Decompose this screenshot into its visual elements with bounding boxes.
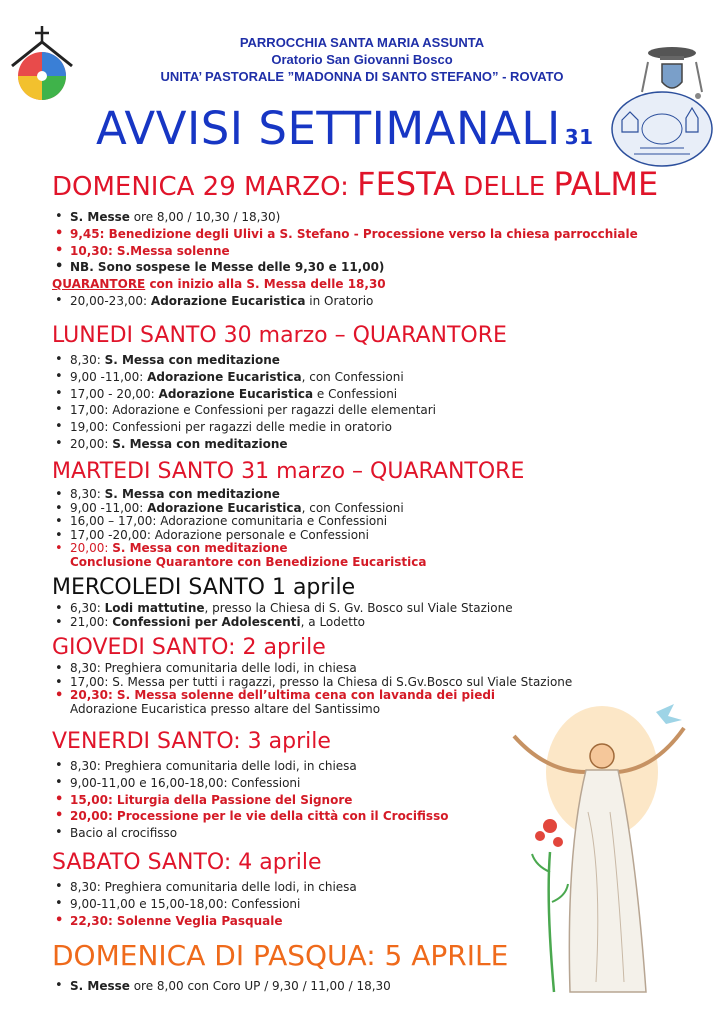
list-item: • S. Messe ore 8,00 con Coro UP / 9,30 / 11,00 / 18,30 xyxy=(52,978,612,995)
section-palm-sunday xyxy=(52,165,659,310)
title-part: FESTA xyxy=(357,165,456,203)
list-item: • 17,00: S. Messa per tutti i ragazzi, presso la Chiesa di S.Gv.Bosco sul Viale Stazione xyxy=(52,676,612,690)
list-item: • S. Messe ore 8,00 / 10,30 / 18,30) xyxy=(52,209,612,226)
list-item: • 10,30: S.Messa solenne xyxy=(52,243,612,260)
list-item: • Bacio al crocifisso xyxy=(52,825,612,842)
item-list xyxy=(52,352,612,453)
section-saturday xyxy=(52,849,612,929)
section-thursday xyxy=(52,634,612,716)
item-list xyxy=(52,662,612,716)
list-item: • 8,30: Preghiera comunitaria delle lodi, in chiesa xyxy=(52,879,612,896)
list-item: • 8,30: Preghiera comunitaria delle lodi, in chiesa xyxy=(52,758,612,775)
unita-pastorale-logo-icon xyxy=(610,90,714,168)
section-title: VENERDI SANTO: 3 aprile xyxy=(52,729,331,754)
list-item: • 16,00 – 17,00: Adorazione comunitaria e Confessioni xyxy=(52,515,612,529)
list-item: Conclusione Quarantore con Benedizione Eucaristica xyxy=(70,554,427,569)
list-item: • NB. Sono sospese le Messe delle 9,30 e 11,00) xyxy=(52,259,612,276)
section-wednesday xyxy=(52,574,612,629)
item-list xyxy=(52,602,612,629)
oratory-name: Oratorio San Giovanni Bosco xyxy=(271,52,453,67)
title-part: DOMENICA 29 MARZO: xyxy=(52,172,358,202)
list-item: • 22,30: Solenne Veglia Pasquale xyxy=(52,913,612,930)
item-list xyxy=(52,879,612,929)
list-item: • 20,00: Processione per le vie della città con il Crocifisso xyxy=(52,808,612,825)
list-item: • 20,00: S. Messa con meditazione xyxy=(52,436,612,453)
title-part: PALME xyxy=(553,165,659,203)
list-item: • 9,00-11,00 e 15,00-18,00: Confessioni xyxy=(52,896,612,913)
section-tuesday xyxy=(52,458,612,570)
section-title: GIOVEDI SANTO: 2 aprile xyxy=(52,635,326,660)
section-friday xyxy=(52,728,612,842)
section-title: MARTEDI SANTO 31 marzo – QUARANTORE xyxy=(52,459,525,484)
list-item: • 20,00: S. Messa con meditazione xyxy=(52,542,612,556)
item-list xyxy=(52,758,612,842)
title-text: AVVISI SETTIMANALI xyxy=(96,102,561,155)
list-item: • 8,30: S. Messa con meditazione xyxy=(52,352,612,369)
list-item: • 9,00 -11,00: Adorazione Eucaristica, con Confessioni xyxy=(52,369,612,386)
list-item: • 20,00-23,00: Adorazione Eucaristica in Oratorio xyxy=(52,293,612,310)
page-header xyxy=(0,34,724,85)
list-item: • 8,30: Preghiera comunitaria delle lodi, in chiesa xyxy=(52,662,612,676)
list-item: • 20,30: S. Messa solenne dell’ultima cena con lavanda dei piedi xyxy=(52,689,612,703)
list-item: • 9,00 -11,00: Adorazione Eucaristica, con Confessioni xyxy=(52,502,612,516)
list-item: • 15,00: Liturgia della Passione del Signore xyxy=(52,792,612,809)
section-title: SABATO SANTO: 4 aprile xyxy=(52,850,322,875)
list-item: • 8,30: S. Messa con meditazione xyxy=(52,488,612,502)
list-item: • 17,00: Adorazione e Confessioni per ragazzi delle elementari xyxy=(52,402,612,419)
list-item: • 9,45: Benedizione degli Ulivi a S. Stefano - Processione verso la chiesa parrocchiale xyxy=(52,226,612,243)
title-part: DELLE xyxy=(455,172,554,202)
section-title: MERCOLEDI SANTO 1 aprile xyxy=(52,575,356,600)
parish-name: PARROCCHIA SANTA MARIA ASSUNTA xyxy=(239,35,485,50)
section-title xyxy=(52,165,659,203)
list-item: • 6,30: Lodi mattutine, presso la Chiesa di S. Gv. Bosco sul Viale Stazione xyxy=(52,602,612,616)
section-title: LUNEDI SANTO 30 marzo – QUARANTORE xyxy=(52,323,507,348)
list-item: • 9,00-11,00 e 16,00-18,00: Confessioni xyxy=(52,775,612,792)
item-list xyxy=(52,209,638,310)
list-item: • 19,00: Confessioni per ragazzi delle medie in oratorio xyxy=(52,419,612,436)
section-monday xyxy=(52,322,612,453)
section-easter xyxy=(52,939,612,995)
item-list xyxy=(52,978,612,995)
list-item: • 17,00 -20,00: Adorazione personale e Confessioni xyxy=(52,529,612,543)
item-list xyxy=(52,488,612,570)
section-title: DOMENICA DI PASQUA: 5 APRILE xyxy=(52,939,509,972)
list-item: • 17,00 - 20,00: Adorazione Eucaristica e Confessioni xyxy=(52,386,612,403)
issue-number: 31 xyxy=(564,125,594,149)
list-item: QUARANTORE con inizio alla S. Messa delle 18,30 xyxy=(52,277,386,292)
list-item: Adorazione Eucaristica presso altare del Santissimo xyxy=(70,701,381,716)
pastoral-unit-name: UNITA’ PASTORALE ”MADONNA DI SANTO STEFANO” - ROVATO xyxy=(160,69,564,84)
page-title xyxy=(96,102,594,155)
list-item: • 21,00: Confessioni per Adolescenti, a Lodetto xyxy=(52,616,612,630)
